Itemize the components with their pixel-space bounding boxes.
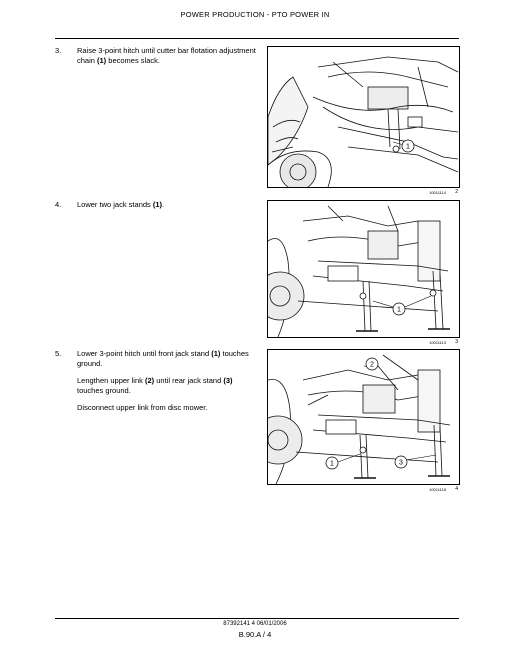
- callout-1: 1: [406, 143, 410, 151]
- step-paragraph: Disconnect upper link from disc mower.: [77, 403, 208, 412]
- figure-number: 2: [455, 189, 458, 195]
- figure-number: 3: [455, 339, 458, 345]
- header-rule: [55, 38, 459, 39]
- callout-1: 1: [330, 460, 334, 468]
- step-text: [77, 349, 257, 421]
- callout-2: 2: [370, 361, 374, 369]
- figure-2-illustration: [267, 46, 460, 188]
- figure-4-illustration: [267, 349, 460, 485]
- step-paragraph: Lengthen upper link (2) until rear jack stand (3) touches ground.: [77, 376, 233, 395]
- document-id: 87392141 4 06/01/2006: [223, 621, 287, 627]
- figure-code: 10011113: [429, 340, 446, 345]
- step-number: 3.: [55, 46, 62, 55]
- step-paragraph: Lower 3-point hitch until front jack stand (1) touches ground.: [77, 349, 249, 368]
- step-paragraph: Raise 3-point hitch until cutter bar flotation adjustment chain (1) becomes slack.: [77, 46, 256, 65]
- figure-3-illustration: [267, 200, 460, 338]
- callout-1: 1: [397, 306, 401, 314]
- callout-3: 3: [399, 459, 403, 467]
- step-number: 5.: [55, 349, 62, 358]
- figure-code: 10011118: [429, 487, 446, 492]
- page-header: POWER PRODUCTION - PTO POWER IN: [180, 10, 330, 19]
- figure-number: 4: [455, 486, 458, 492]
- step-number: 4.: [55, 200, 62, 209]
- footer-rule: [55, 618, 459, 619]
- page-number: B.90.A / 4: [238, 630, 272, 639]
- step-text: [77, 200, 257, 218]
- step-text: [77, 46, 257, 73]
- figure-code: 10011114: [429, 190, 446, 195]
- step-paragraph: Lower two jack stands (1).: [77, 200, 165, 209]
